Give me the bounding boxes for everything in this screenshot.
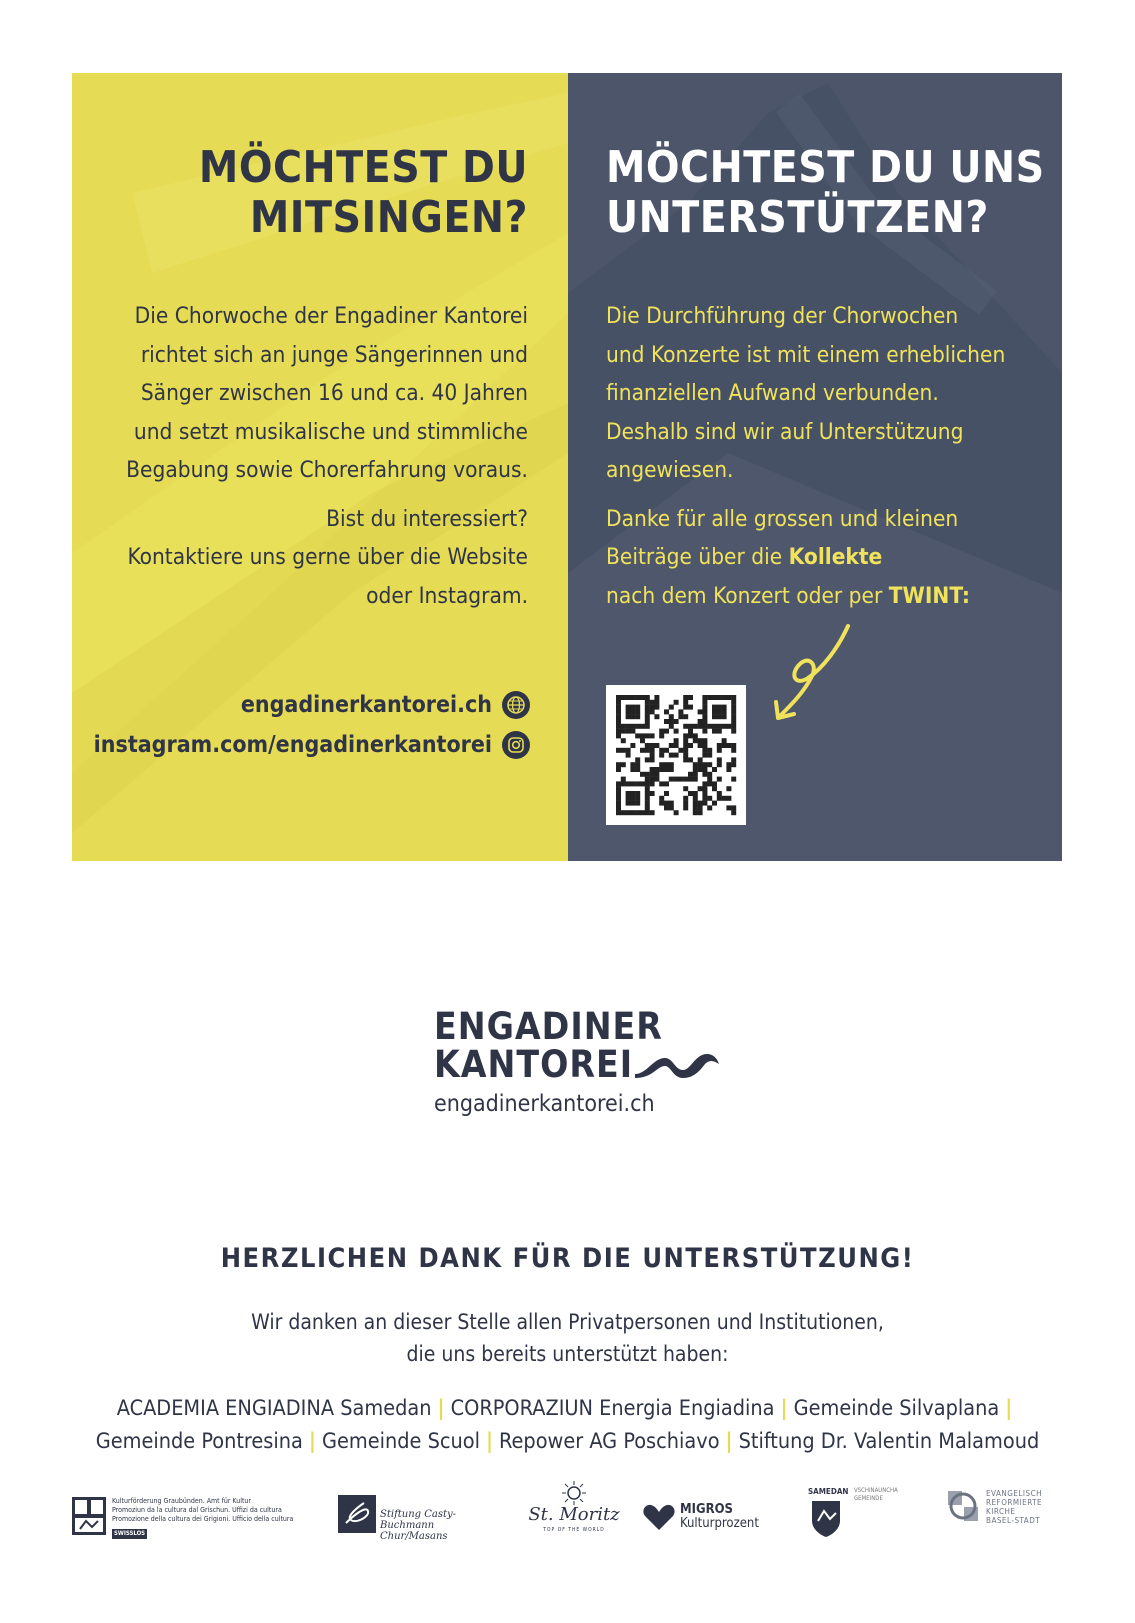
logo-line-2: KANTOREI [434,1046,721,1084]
coat-of-arms-icon [810,1499,842,1537]
wave-icon [633,1048,721,1082]
curly-arrow-icon [768,618,858,728]
heart-icon [642,1503,676,1531]
thanks-text: Wir danken an dieser Stelle allen Privatpersonen und Institutionen, die uns bereits unterstützt haben: [251,1310,884,1366]
instagram-link[interactable]: instagram.com/engadinerkantorei [94,725,530,765]
support-paragraph-1: Die Durchführung der Chorwochen und Konzerte ist mit einem erheblichen finanziellen Aufwand verbunden. Deshalb sind wir auf Unterstützung angewiesen. [606,303,1006,483]
sun-icon [562,1481,586,1505]
sponsor-name: Gemeinde Silvaplana [793,1396,1000,1421]
support-paragraph-2: Danke für alle grossen und kleinen Beiträge über die Kollekte nach dem Konzert oder per TWINT: [606,505,970,609]
twint-qr-code[interactable] [606,685,746,825]
sponsor-line-1: ACADEMIA ENGIADINA Samedan | CORPORAZIUN Energia Engiadina | Gemeinde Silvaplana | [116,1396,1013,1421]
clef-icon [338,1495,376,1533]
top-panels [72,73,1062,861]
sing-along-panel [72,73,568,861]
sponsor-list [0,1392,1135,1458]
church-emblem-icon [944,1487,982,1525]
sponsor-logos: Kulturförderung Graubünden. Amt für Kultur Promoziun da la cultura dal Grischun. Uffizi da cultura Promozione della cultura dei Grigioni. Ufficio della cultura SWISSLOS Stiftung Casty-Buchmann Chur/Masans St. Moritz TOP OF THE WORLD MIGROS Kulturprozent SAMEDAN VSCHINAUNCHA GEMEINDE EVANGELISCH REFORMIERTE KIRCHE BASEL-STADT [72,1493,1062,1553]
sponsor-separator: | [437,1396,445,1421]
engadiner-kantorei-logo [434,1005,721,1122]
instagram-icon [502,731,530,759]
contact-links [94,685,530,765]
st-moritz-logo: St. Moritz TOP OF THE WORLD [524,1481,624,1535]
sponsor-line-2: Gemeinde Pontresina | Gemeinde Scuol | Repower AG Poschiavo | Stiftung Dr. Valentin Malamoud [95,1429,1040,1454]
thanks-title: HERZLICHEN DANK FÜR DIE UNTERSTÜTZUNG! [220,1243,915,1274]
globe-icon [502,691,530,719]
sing-body [98,297,528,625]
sponsor-name: Gemeinde Pontresina [95,1429,303,1454]
sing-heading: MÖCHTEST DU MITSINGEN? [198,142,528,243]
sponsor-name: ACADEMIA ENGIADINA Samedan [116,1396,432,1421]
sponsor-name: CORPORAZIUN Energia Engiadina [450,1396,775,1421]
sponsor-name: Repower AG Poschiavo [499,1429,720,1454]
logo-line-1: ENGADINER [434,1005,663,1048]
logo-url[interactable]: engadinerkantorei.ch [434,1091,655,1117]
qr-code-icon [606,685,746,825]
canton-crest-icon [72,1497,106,1535]
sponsor-name: Gemeinde Scuol [321,1429,480,1454]
sing-paragraph-2: Bist du interessiert? Kontaktiere uns gerne über die Website oder Instagram. [127,505,528,609]
website-link[interactable]: engadinerkantorei.ch [94,685,530,725]
sponsor-name: Stiftung Dr. Valentin Malamoud [738,1429,1040,1454]
support-body [606,297,1046,625]
support-heading: MÖCHTEST DU UNS UNTERSTÜTZEN? [606,142,1045,243]
sing-paragraph-1: Die Chorwoche der Engadiner Kantorei richtet sich an junge Sängerinnen und Sänger zwischen 16 und ca. 40 Jahren und setzt musikalische und stimmliche Begabung sowie Chorerfahrung voraus. [126,303,528,483]
support-panel [568,73,1062,861]
